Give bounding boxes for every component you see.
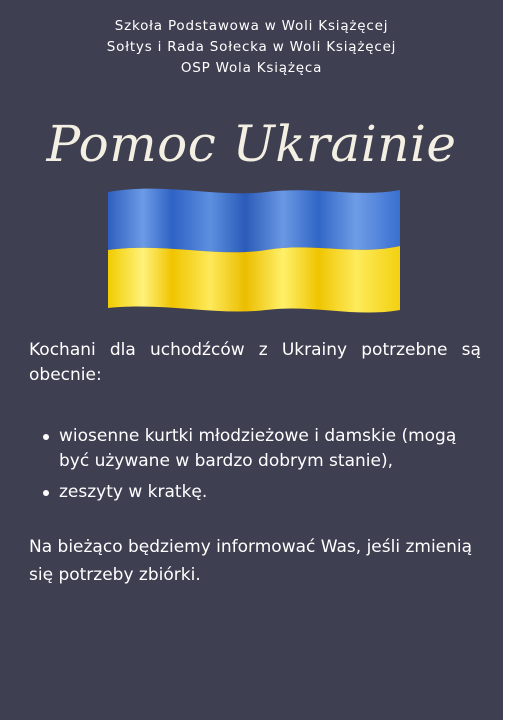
list-item-line: być używane w bardzo dobrym stanie), xyxy=(59,451,393,471)
bullet-icon xyxy=(43,434,49,440)
intro-word: są xyxy=(461,340,481,360)
intro-paragraph xyxy=(29,338,481,388)
outro-paragraph xyxy=(29,533,481,589)
intro-line-2: obecnie: xyxy=(29,365,102,385)
intro-word: Kochani xyxy=(29,340,96,360)
flag-yellow-stripe xyxy=(108,246,400,313)
outro-line-1: Na bieżąco będziemy informować Was, jeśli zmienią xyxy=(29,537,473,557)
poster-title: Pomoc Ukrainie xyxy=(46,115,457,173)
needs-list xyxy=(29,424,481,511)
flag-blue-stripe xyxy=(108,189,400,253)
list-item xyxy=(29,424,481,474)
list-item-line: zeszyty w kratkę. xyxy=(59,482,208,502)
intro-word: Ukrainy xyxy=(281,340,348,360)
intro-word: uchodźców xyxy=(149,340,245,360)
ukraine-flag-icon xyxy=(106,184,402,316)
intro-word: dla xyxy=(109,340,136,360)
intro-word: z xyxy=(258,340,268,360)
bullet-icon xyxy=(43,490,49,496)
page-edge xyxy=(503,0,509,720)
list-item-line: wiosenne kurtki młodzieżowe i damskie (mogą xyxy=(59,426,457,446)
list-item xyxy=(29,480,481,505)
intro-word: potrzebne xyxy=(361,340,448,360)
organizer-line-fire-brigade: OSP Wola Książęca xyxy=(180,60,323,76)
organizer-line-council: Sołtys i Rada Sołecka w Woli Książęcej xyxy=(106,39,397,55)
organizers-header xyxy=(0,16,503,79)
intro-line-1 xyxy=(29,338,481,363)
outro-line-2: się potrzeby zbiórki. xyxy=(29,565,201,585)
organizer-line-school: Szkoła Podstawowa w Woli Książęcej xyxy=(114,18,389,34)
